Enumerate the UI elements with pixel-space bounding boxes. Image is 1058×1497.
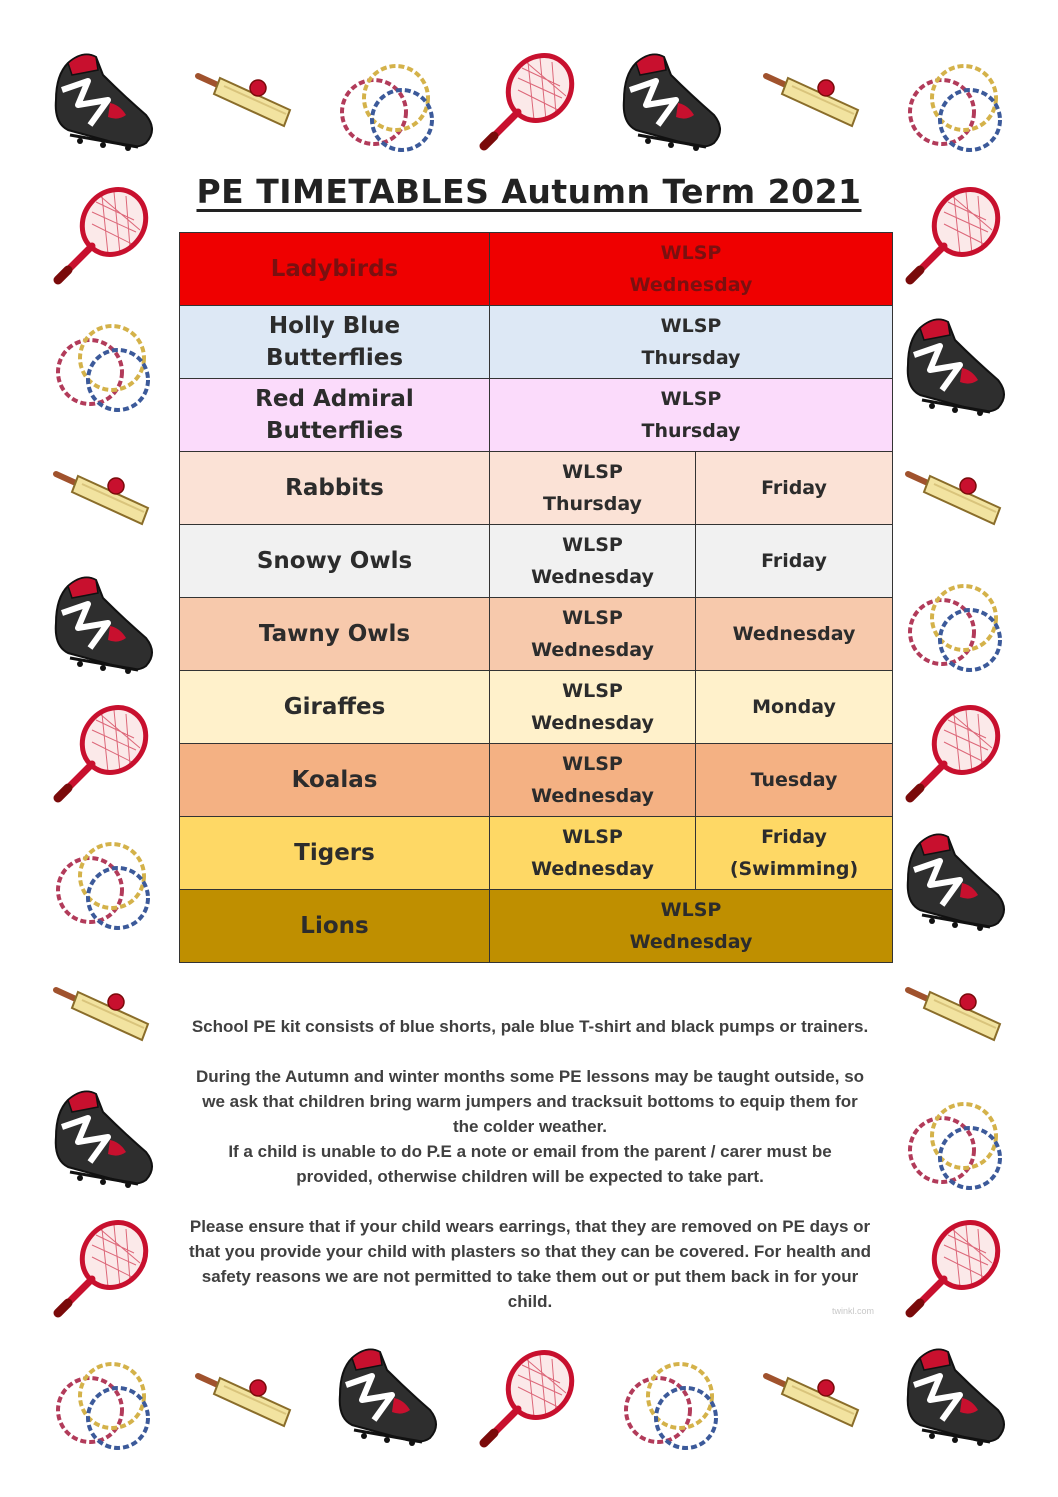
football-boot-icon xyxy=(48,1082,158,1192)
table-row xyxy=(180,452,893,525)
table-row xyxy=(180,379,893,452)
hoops-icon xyxy=(900,572,1010,682)
cricket-bat-icon xyxy=(900,962,1010,1072)
schedule-day: Friday xyxy=(761,826,827,848)
schedule-venue: WLSP xyxy=(660,899,722,921)
schedule-note: (Swimming) xyxy=(729,858,859,880)
schedule-extra-day: Friday xyxy=(696,452,893,525)
football-boot-icon xyxy=(900,1340,1010,1450)
tennis-racket-icon xyxy=(48,1215,158,1325)
schedule-day: Wednesday xyxy=(531,566,654,588)
schedule-day: Wednesday xyxy=(531,785,654,807)
class-name-line: Holly Blue xyxy=(268,313,401,339)
class-name: Giraffes xyxy=(180,671,490,744)
hoops-icon xyxy=(616,1350,726,1460)
watermark: twinkl.com xyxy=(832,1306,875,1316)
earrings-note-line: that you provide your child with plasters so that they can be covered. For health and xyxy=(188,1242,872,1261)
schedule-venue: WLSP xyxy=(562,607,623,629)
class-name-line: Butterflies xyxy=(265,418,404,444)
tennis-racket-icon xyxy=(48,700,158,810)
schedule-venue: WLSP xyxy=(660,388,722,410)
schedule-cell xyxy=(490,452,696,525)
class-name: Lions xyxy=(180,890,490,963)
schedule-extra-day: Friday xyxy=(696,525,893,598)
table-row xyxy=(180,817,893,890)
cricket-bat-icon xyxy=(190,1348,300,1458)
tennis-racket-icon xyxy=(900,1215,1010,1325)
schedule-cell xyxy=(490,671,696,744)
hoops-icon xyxy=(48,830,158,940)
tennis-racket-icon xyxy=(474,48,584,158)
table-row xyxy=(180,598,893,671)
class-name xyxy=(180,306,490,379)
schedule-day: Thursday xyxy=(641,420,741,442)
weather-note-line: the colder weather. xyxy=(453,1117,607,1136)
cricket-bat-icon xyxy=(48,446,158,556)
schedule-venue: WLSP xyxy=(562,826,623,848)
table-row xyxy=(180,890,893,963)
hoops-icon xyxy=(48,312,158,422)
schedule-venue: WLSP xyxy=(660,315,722,337)
class-name xyxy=(180,379,490,452)
class-name: Ladybirds xyxy=(180,233,490,306)
hoops-icon xyxy=(900,1090,1010,1200)
timetable xyxy=(179,232,893,963)
schedule-extra-day: Tuesday xyxy=(696,744,893,817)
football-boot-icon xyxy=(900,825,1010,935)
weather-note-line: During the Autumn and winter months some PE lessons may be taught outside, so xyxy=(195,1067,865,1086)
tennis-racket-icon xyxy=(474,1345,584,1455)
schedule-cell xyxy=(490,744,696,817)
schedule-cell xyxy=(490,233,893,306)
cricket-bat-icon xyxy=(900,446,1010,556)
schedule-day: Wednesday xyxy=(531,639,654,661)
football-boot-icon xyxy=(900,310,1010,420)
table-row xyxy=(180,671,893,744)
schedule-day: Thursday xyxy=(641,347,741,369)
cricket-bat-icon xyxy=(758,1348,868,1458)
table-row xyxy=(180,744,893,817)
earrings-note-line: safety reasons we are not permitted to take them out or put them back in for your xyxy=(201,1267,859,1286)
hoops-icon xyxy=(48,1350,158,1460)
hoops-icon xyxy=(900,52,1010,162)
schedule-cell xyxy=(490,817,696,890)
schedule-extra-day: Wednesday xyxy=(696,598,893,671)
class-name-line: Red Admiral xyxy=(255,386,414,412)
earrings-note-line: child. xyxy=(507,1292,553,1311)
table-row xyxy=(180,525,893,598)
hoops-icon xyxy=(332,52,442,162)
cricket-bat-icon xyxy=(758,48,868,158)
schedule-day: Wednesday xyxy=(531,712,654,734)
earrings-note-line: Please ensure that if your child wears earrings, that they are removed on PE days or xyxy=(189,1217,871,1236)
football-boot-icon xyxy=(48,45,158,155)
schedule-day: Thursday xyxy=(543,493,642,515)
schedule-cell xyxy=(490,306,893,379)
weather-note-line: we ask that children bring warm jumpers and tracksuit bottoms to equip them for xyxy=(202,1092,858,1111)
class-name: Tawny Owls xyxy=(180,598,490,671)
schedule-day: Wednesday xyxy=(629,274,753,296)
football-boot-icon xyxy=(616,45,726,155)
schedule-cell xyxy=(490,525,696,598)
schedule-extra-day: Monday xyxy=(696,671,893,744)
football-boot-icon xyxy=(332,1340,442,1450)
schedule-extra-day xyxy=(696,817,893,890)
class-name: Rabbits xyxy=(180,452,490,525)
schedule-venue: WLSP xyxy=(660,242,722,264)
class-name: Koalas xyxy=(180,744,490,817)
absence-note-line: If a child is unable to do P.E a note or email from the parent / carer must be xyxy=(228,1142,832,1161)
notes xyxy=(160,1014,900,1314)
cricket-bat-icon xyxy=(190,48,300,158)
schedule-venue: WLSP xyxy=(562,680,623,702)
schedule-day: Wednesday xyxy=(629,931,753,953)
cricket-bat-icon xyxy=(48,962,158,1072)
schedule-venue: WLSP xyxy=(562,753,623,775)
schedule-cell xyxy=(490,890,893,963)
table-row xyxy=(180,233,893,306)
schedule-cell xyxy=(490,598,696,671)
schedule-venue: WLSP xyxy=(562,461,623,483)
class-name: Snowy Owls xyxy=(180,525,490,598)
kit-note: School PE kit consists of blue shorts, pale blue T-shirt and black pumps or trainers. xyxy=(191,1017,869,1036)
schedule-cell xyxy=(490,379,893,452)
table-row xyxy=(180,306,893,379)
absence-note-line: provided, otherwise children will be expected to take part. xyxy=(296,1167,764,1186)
class-name-line: Butterflies xyxy=(265,345,404,371)
schedule-day: Wednesday xyxy=(531,858,654,880)
tennis-racket-icon xyxy=(900,700,1010,810)
page-title: PE TIMETABLES Autumn Term 2021 xyxy=(196,172,862,211)
schedule-venue: WLSP xyxy=(562,534,623,556)
football-boot-icon xyxy=(48,568,158,678)
class-name: Tigers xyxy=(180,817,490,890)
